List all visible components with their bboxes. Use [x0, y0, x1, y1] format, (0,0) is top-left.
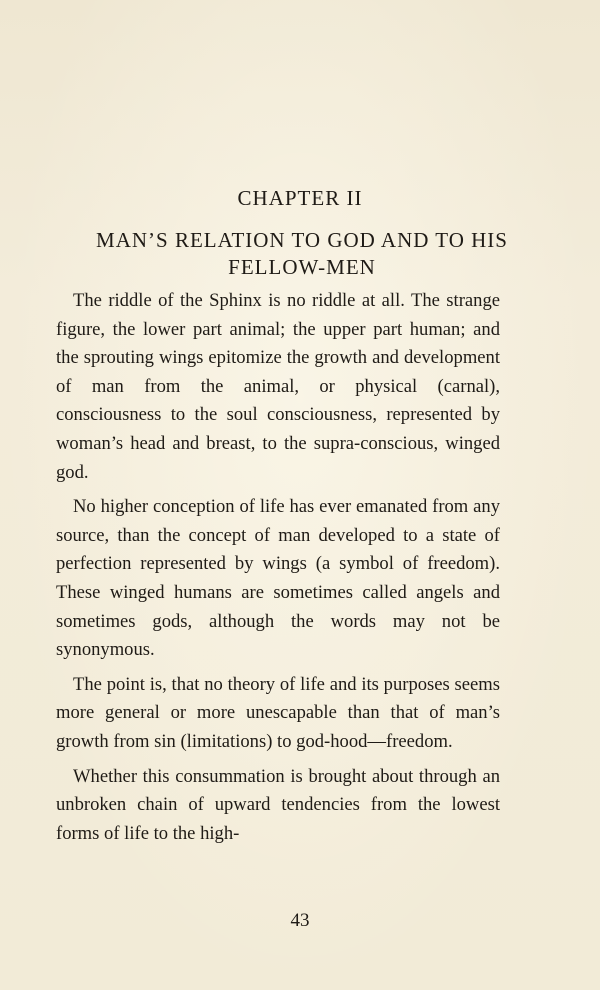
body-text: [56, 287, 500, 854]
paragraph: The point is, that no theory of life and its purposes seems more general or more unescapable than that of man’s growth from sin (limitations) to god-hood—freedom.: [56, 673, 500, 752]
chapter-title: MAN’S RELATION TO GOD AND TO HIS FELLOW-MEN: [96, 228, 508, 279]
page-number: 43: [290, 910, 310, 931]
paragraph: The riddle of the Sphinx is no riddle at all. The strange figure, the lower part animal; the upper part human; and the sprouting wings epitomize the growth and development of man from the animal, or physical (carnal), consciousness to the soul consciousness, represented by woman’s head and breast, to the supra-conscious, winged god.: [56, 290, 500, 483]
paragraph: No higher conception of life has ever emanated from any source, than the concept of man developed to a state of perfection represented by wings (a symbol of freedom). These winged humans are sometimes called angels and sometimes gods, although the words may not be synonymous.: [56, 496, 500, 661]
chapter-heading: CHAPTER II: [237, 186, 363, 210]
paragraph: Whether this consummation is brought about through an unbroken chain of upward tendencies from the lowest forms of life to the high-: [56, 765, 500, 844]
